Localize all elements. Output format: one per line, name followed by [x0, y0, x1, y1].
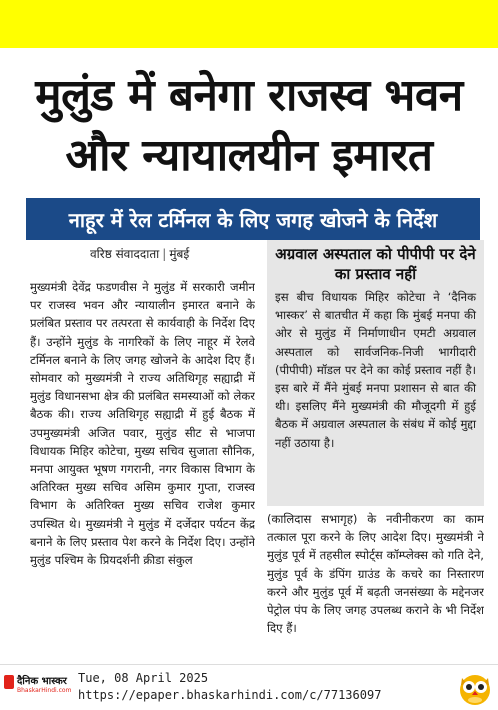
article-paragraph-right: (कालिदास सभागृह) के नवीनीकरण का काम तत्काल पूरा करने के लिए आदेश दिए। मुख्यमंत्री ने मुलुंड पूर्व में तहसील स्पोर्ट्स कॉम्प्लेक्स को गति देने, मुलुंड पूर्व के डंपिंग ग्राउंड के कचरे का निस्तारण करने और मुलुंड पूर्व में बढ़ती जनसंख्या के मद्देनजर पेट्रोल पंप के लिए जगह उपलब्ध कराने के भी निर्देश दिए हैं। — [267, 512, 484, 636]
headline-line-2: और न्यायालयीन इमारत — [65, 130, 433, 181]
epaper-url[interactable]: https://epaper.bhaskarhindi.com/c/77136097 — [78, 688, 382, 702]
sidebar-box-body: इस बीच विधायक मिहिर कोटेचा ने ‘दैनिक भास्कर’ से बातचीत में कहा कि मुंबई मनपा की ओर से मुलुंड में निर्माणाधीन एमटी अग्रवाल अस्पताल को सार्वजनिक-निजी भागीदारी (पीपीपी) मॉडल पर देने का कोई प्रस्ताव नहीं है। इस बारे में मैंने मुंबई मनपा प्रशासन से बात की थी। इसलिए मैंने मुख्यमंत्री की मौजूदगी में हुई बैठक में अग्रवाल अस्पताल के संबंध में कोई मुद्दा नहीं उठाया है। — [275, 290, 476, 450]
subheadline-bar — [26, 198, 480, 240]
sidebar-box-heading: अग्रवाल अस्पताल को पीपीपी पर देने का प्रस्ताव नहीं — [275, 245, 476, 283]
byline-separator: | — [162, 247, 167, 261]
footer — [0, 664, 498, 710]
article-column-left — [30, 278, 255, 663]
top-highlight-band — [0, 0, 498, 48]
headline-line-1: मुलुंड में बनेगा राजस्व भवन — [35, 70, 463, 121]
byline-city: मुंबई — [169, 247, 190, 261]
subheadline: नाहूर में रेल टर्मिनल के लिए जगह खोजने के निर्देश — [68, 207, 438, 232]
article-paragraph: मुख्यमंत्री देवेंद्र फडणवीस ने मुलुंड में सरकारी जमीन पर राजस्व भवन और न्यायालीन इमारत बनाने के प्रलंबित प्रस्ताव पर तत्परता से कार्यवाही के निर्देश दिए हैं। उन्होंने मुलुंड के नागरिकों के लिए नाहूर में रेलवे टर्मिनल बनाने के लिए जगह खोजने के आदेश दिए हैं। सोमवार को मुख्यमंत्री ने राज्य अतिथिगृह सह्याद्री में मुलुंड विधानसभा क्षेत्र की प्रलंबित समस्याओं को लेकर बैठक की। राज्य अतिथिगृह सह्याद्री में हुई बैठक में उपमुख्यमंत्री अजित पवार, मुलुंड सीट से भाजपा विधायक मिहिर कोटेचा, मुख्य सचिव सुजाता सौनिक, मनपा आयुक्त भूषण गगरानी, नगर विकास विभाग के अतिरिक्त मुख्य सचिव असिम कुमार गुप्ता, राजस्व विभाग के अतिरिक्त मुख्य सचिव राजेश कुमार उपस्थित थे। मुख्यमंत्री ने मुलुंड में दर्जेदार पर्यटन केंद्र बनाने के लिए प्रस्ताव पेश करने के निर्देश दिए। उन्होंने मुलुंड पश्चिम के प्रियदर्शनी क्रीडा संकुल — [30, 280, 255, 568]
headline — [0, 66, 498, 186]
footer-meta — [78, 670, 381, 704]
article-column-right — [267, 510, 484, 660]
logo-brand: दैनिक भास्कर — [17, 676, 67, 687]
owl-icon — [456, 669, 494, 707]
byline-author: वरिष्ठ संवाददाता — [90, 247, 160, 261]
sidebar-box — [267, 240, 484, 506]
logo-site: BhaskarHindi.com — [17, 687, 72, 694]
logo-mark-icon — [4, 675, 14, 689]
dainik-bhaskar-logo[interactable] — [4, 671, 72, 703]
publish-date: Tue, 08 April 2025 — [78, 671, 209, 685]
byline — [90, 245, 189, 262]
